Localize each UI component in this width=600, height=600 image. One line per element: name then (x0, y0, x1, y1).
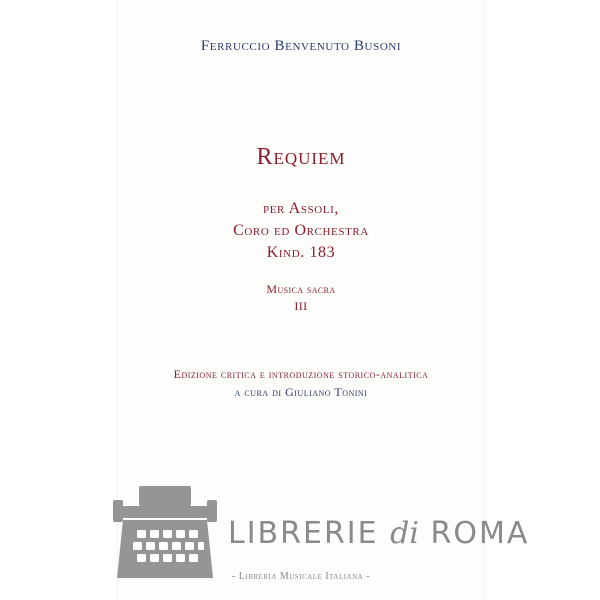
series-name: Musica sacra (266, 282, 336, 296)
subtitle-line-3: Kind. 183 (266, 244, 336, 261)
publisher-name: - Libreria Musicale Italiana - (231, 571, 371, 582)
subtitle-line-1: per Assoli, (262, 200, 339, 217)
watermark-brand-city: ROMA (430, 516, 530, 551)
series-number: III (294, 299, 308, 313)
curator-credit: a cura di Giuliano Tonini (234, 385, 368, 399)
author-name: Ferruccio Benvenuto Busoni (200, 38, 402, 54)
watermark-brand-di: di (390, 516, 419, 551)
subtitle-line-2: Coro ed Orchestra (233, 222, 369, 239)
watermark-brand-main: LIBRERIE (228, 516, 379, 551)
book-cover (118, 0, 484, 600)
book-title: Requiem (256, 144, 346, 170)
edition-description: Edizione critica e introduzione storico-analitica (173, 367, 429, 381)
